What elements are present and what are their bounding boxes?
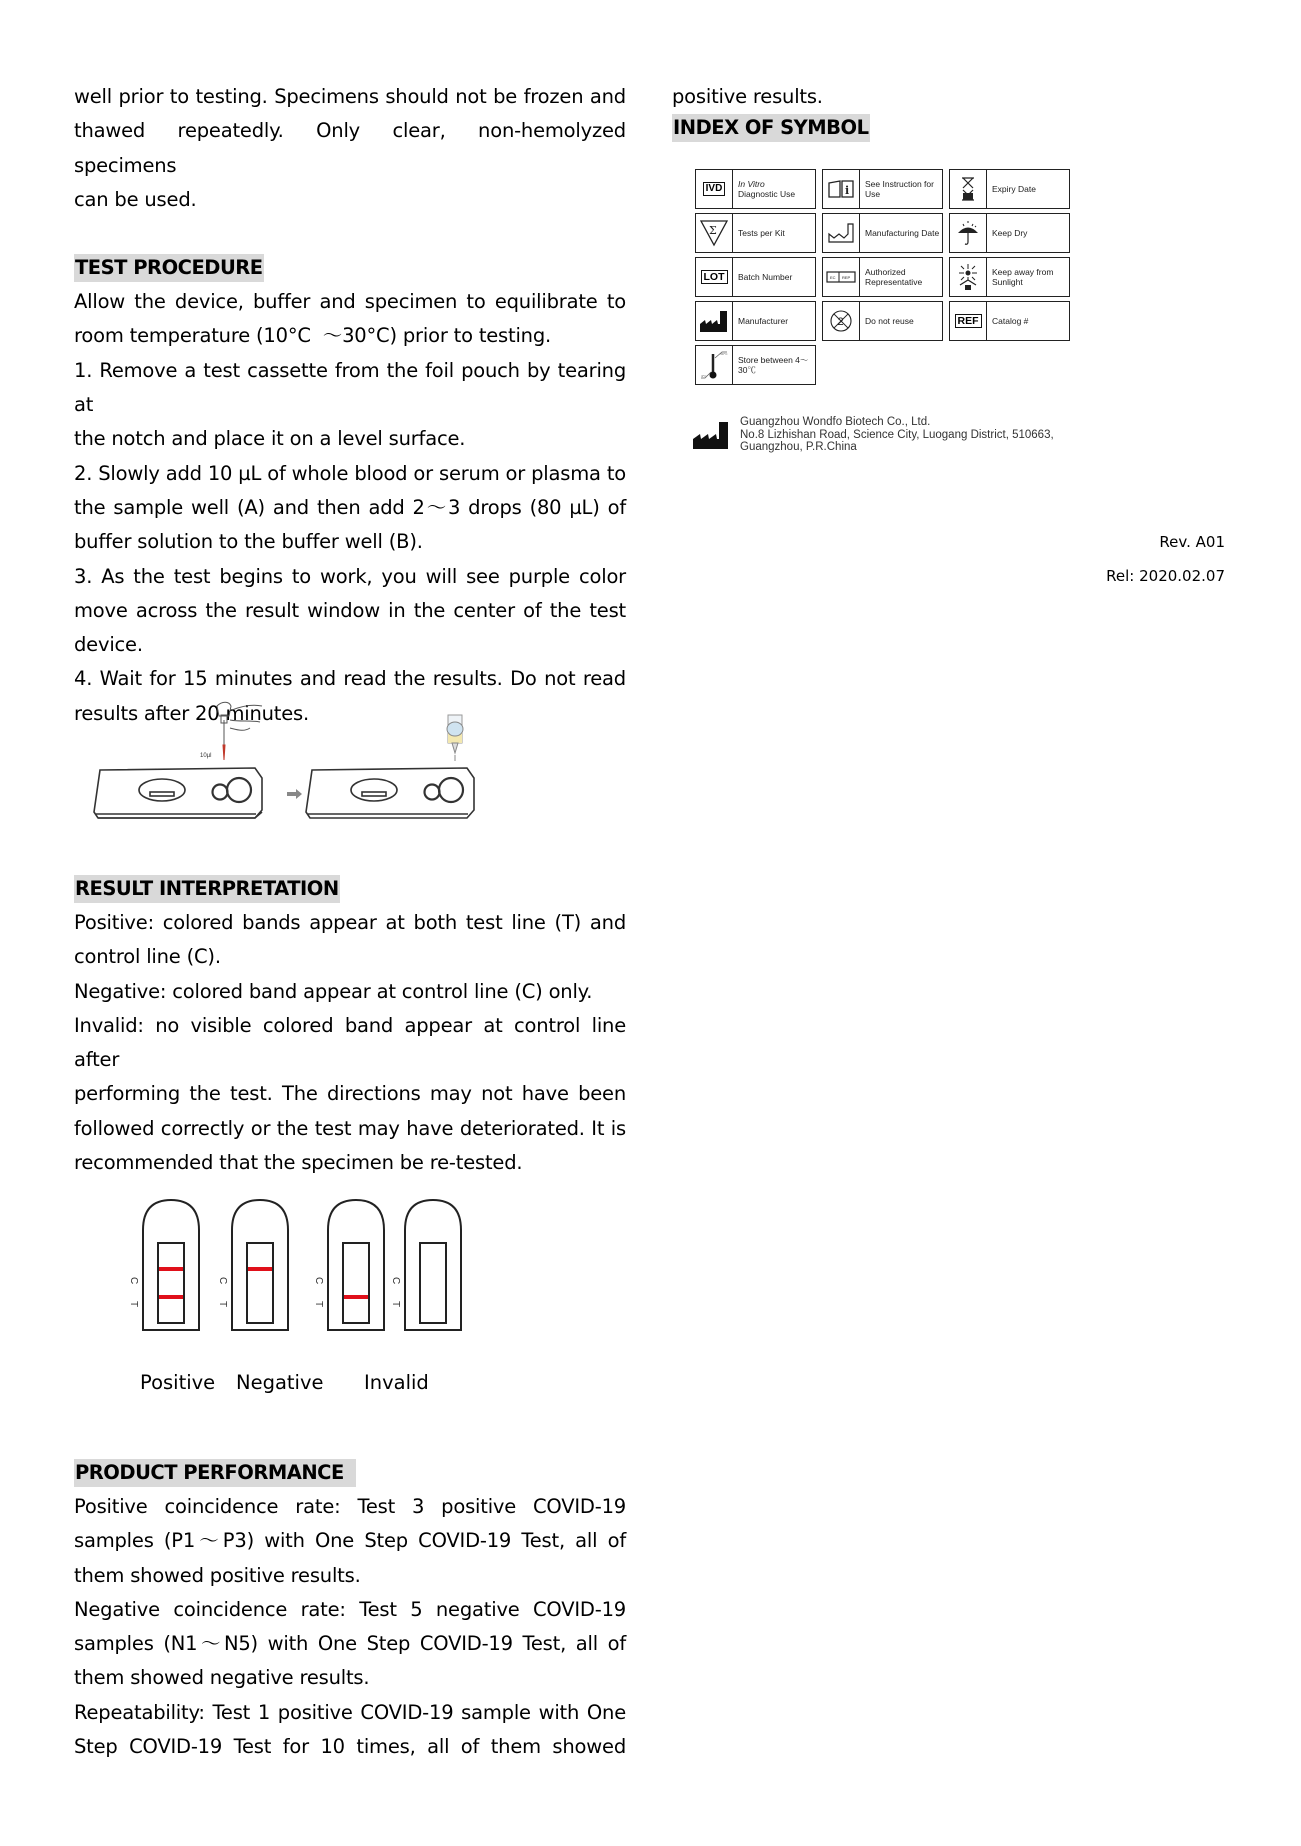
test-cassette-1 [94,768,262,818]
section-heading-result-interpretation: RESULT INTERPRETATION [74,875,340,903]
symbol-label: Authorized Representative [865,267,923,287]
performance-line: them showed negative results. [74,1666,370,1690]
test-cassette-2 [306,768,474,818]
performance-line: Repeatability: Test 1 positive COVID-19 sample with One [74,1700,626,1724]
product-performance-section [74,1456,626,1764]
result-window [343,1243,369,1323]
symbol-label: See Instruction for Use [865,179,934,199]
test-band [159,1295,183,1299]
continuation-line: positive results. [672,85,823,108]
procedure-line: room temperature (10°C ～30°C) prior to testing. [74,324,552,348]
symbol-label: Diagnostic Use [738,189,796,199]
factory-icon [692,420,730,450]
symbol-label: Expiry Date [992,184,1036,194]
cassette-invalid-2 [405,1200,461,1330]
symbol-label: Catalog # [992,316,1029,326]
procedure-line: move across the result window in the center of the test [74,598,626,622]
manufacturer-info [692,416,1112,456]
left-column [74,80,626,731]
t-mark: T [217,1301,228,1308]
ec-rep-icon [826,271,856,283]
control-band [248,1267,272,1271]
label-negative: Negative [236,1371,324,1394]
instruction-book-icon [827,179,855,199]
factory-icon [699,309,729,333]
cassette-positive [143,1200,199,1330]
intro-line: well prior to testing. Specimens should not be frozen and [74,85,626,108]
procedure-step-4: 4. Wait for 15 minutes and read the results. Do not read [74,667,626,691]
symbol-manufacturing-date [822,213,943,253]
sunlight-icon [955,263,981,291]
result-line: control line (C). [74,945,221,969]
result-interpretation-section [74,872,626,1180]
t-mark: T [390,1301,401,1308]
symbol-instructions [822,169,943,209]
symbol-keep-from-sunlight [949,257,1070,297]
right-column [672,80,1232,145]
symbol-catalog [949,301,1070,341]
symbol-do-not-reuse [822,301,943,341]
symbol-label: Keep Dry [992,228,1028,238]
control-band [159,1267,183,1271]
release-date: Rel: 2020.02.07 [1106,567,1225,585]
symbol-manufacturer [695,301,816,341]
test-band [344,1295,368,1299]
umbrella-icon [955,220,981,246]
hourglass-icon [960,177,976,201]
svg-text:30°C: 30°C [720,352,728,356]
lot-icon: LOT [701,270,728,284]
sigma-triangle-icon [699,219,729,247]
buffer-dropper-icon [447,715,463,761]
svg-text:Σ: Σ [709,224,717,237]
performance-line: Negative coincidence rate: Test 5 negative COVID-19 [74,1597,626,1621]
performance-line: samples (N1～N5) with One Step COVID-19 Test, all of [74,1632,626,1656]
result-cassettes-figure [125,1195,485,1345]
procedure-line: Allow the device, buffer and specimen to equilibrate to [74,290,626,314]
symbol-storage-temperature [695,345,816,385]
symbol-authorized-rep [822,257,943,297]
right-arrow-icon [287,789,302,799]
section-heading-test-procedure: TEST PROCEDURE [74,254,264,282]
symbol-label: Do not reuse [865,316,914,326]
result-line: recommended that the specimen be re-tested. [74,1151,523,1175]
result-line: performing the test. The directions may not have been [74,1082,626,1106]
pipette-icon [217,702,262,760]
section-heading-index-of-symbol: INDEX OF SYMBOL [672,114,870,142]
result-positive-line: Positive: colored bands appear at both test line (T) and [74,911,626,934]
performance-line: Step COVID-19 Test for 10 times, all of them showed [74,1735,626,1759]
symbol-label: Manufacturer [738,316,789,326]
procedure-line: device. [74,633,143,657]
intro-line: can be used. [74,187,197,211]
do-not-reuse-icon [829,309,853,333]
procedure-figure [90,700,490,825]
procedure-line: the notch and place it on a level surface. [74,427,466,451]
manufacturer-address-line1: No.8 Lizhishan Road, Science City, Luogang District, 510663, [740,428,1054,441]
symbol-label: Manufacturing Date [865,228,940,238]
procedure-line: buffer solution to the buffer well (B). [74,530,423,554]
symbol-label: Tests per Kit [738,228,785,238]
result-window [420,1243,446,1323]
cassette-negative [232,1200,288,1330]
svg-text:2: 2 [837,316,844,328]
manufacturer-name: Guangzhou Wondfo Biotech Co., Ltd. [740,416,931,428]
symbol-batch-number [695,257,816,297]
result-negative-line: Negative: colored band appear at control line (C) only. [74,979,593,1003]
result-window [247,1243,273,1323]
procedure-step-3: 3. As the test begins to work, you will see purple color [74,564,626,588]
svg-text:REP: REP [842,275,851,280]
performance-line: Positive coincidence rate: Test 3 positive COVID-19 [74,1495,626,1518]
revision-number: Rev. A01 [1159,533,1225,551]
ivd-icon: IVD [703,182,726,196]
cassette-invalid-1 [328,1200,384,1330]
performance-line: samples (P1～P3) with One Step COVID-19 Test, all of [74,1529,626,1553]
pipette-volume-label: 10µl [200,753,212,759]
manufacturing-date-icon [827,222,855,244]
procedure-step-2: 2. Slowly add 10 µL of whole blood or serum or plasma to [74,461,626,485]
symbol-keep-dry [949,213,1070,253]
t-mark: T [313,1301,324,1308]
result-window [158,1243,184,1323]
svg-text:4°C: 4°C [701,374,707,378]
symbol-label-italic: In Vitro [738,179,765,189]
thermometer-icon [700,350,728,380]
symbol-label: Store between 4～30℃ [738,355,809,375]
svg-text:EC: EC [830,275,836,280]
procedure-line: results after 20 minutes. [74,701,309,725]
c-mark: C [217,1277,228,1285]
label-invalid: Invalid [364,1371,429,1394]
c-mark: C [313,1277,324,1285]
ref-icon: REF [955,314,982,328]
section-heading-product-performance: PRODUCT PERFORMANCE [74,1459,356,1487]
label-positive: Positive [140,1371,216,1394]
c-mark: C [128,1277,139,1285]
performance-line: them showed positive results. [74,1563,361,1587]
svg-text:i: i [845,184,850,197]
c-mark: C [390,1277,401,1285]
result-line: followed correctly or the test may have deteriorated. It is [74,1116,626,1140]
result-invalid-line: Invalid: no visible colored band appear at control line after [74,1013,626,1072]
t-mark: T [128,1301,139,1308]
symbol-label: Keep away from Sunlight [992,267,1054,287]
symbol-ivd [695,169,816,209]
symbol-expiry [949,169,1070,209]
symbol-tests-per-kit [695,213,816,253]
procedure-step-1: 1. Remove a test cassette from the foil pouch by tearing at [74,358,626,417]
manufacturer-address-line2: Guangzhou, P.R.China [740,441,857,453]
procedure-line: the sample well (A) and then add 2～3 drops (80 µL) of [74,495,626,519]
intro-line: thawed repeatedly. Only clear, non-hemolyzed specimens [74,119,626,177]
symbol-label: Batch Number [738,272,793,282]
